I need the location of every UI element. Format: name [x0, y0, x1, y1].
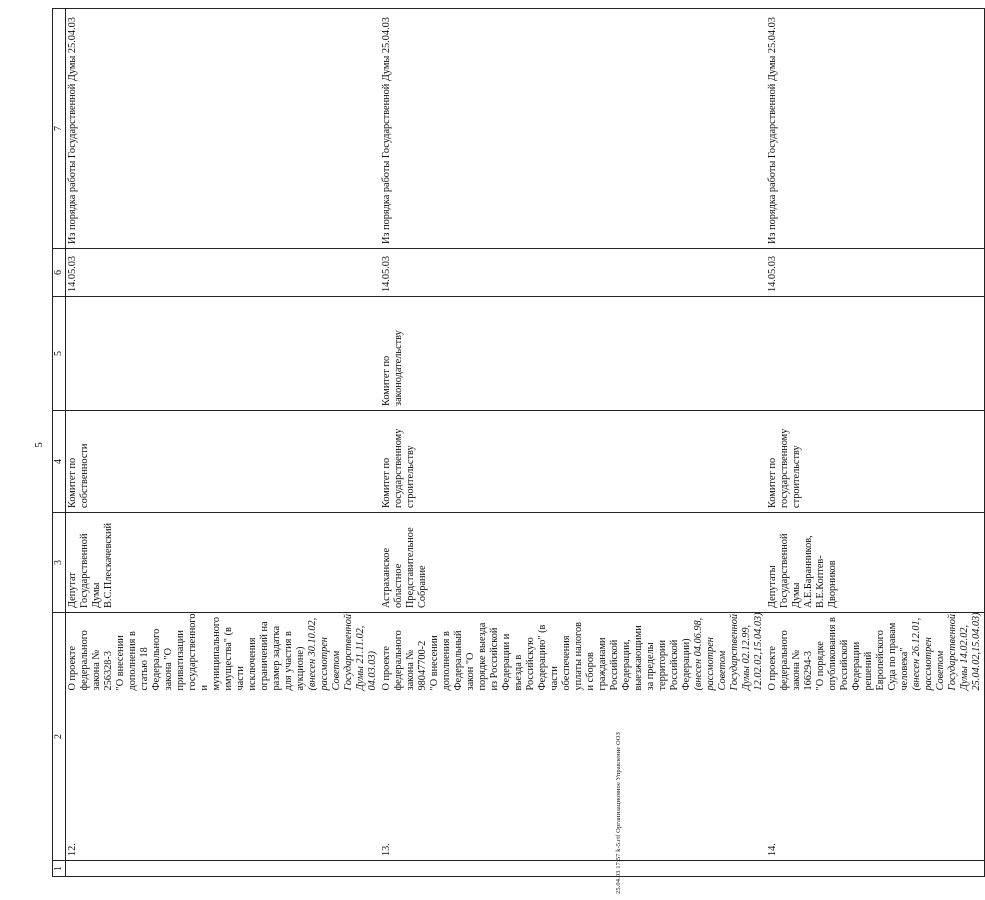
row-number: 14.: [766, 695, 985, 861]
table-row: [380, 9, 766, 877]
row-number: 13.: [380, 695, 766, 861]
column-header-2: 2: [53, 613, 66, 861]
basis: Из порядка работы Государственной Думы 25.04.03: [66, 9, 381, 249]
responsible-committee: Комитет по собственности: [66, 411, 381, 513]
row-blank-cell: [66, 861, 381, 877]
bill-title: О проекте федерального закона № 166294-3: [767, 630, 814, 691]
basis: Из порядка работы Государственной Думы 25.04.03: [380, 9, 766, 249]
co-executor: Комитет по законодательству: [380, 297, 766, 411]
date: 14.05.03: [766, 249, 985, 297]
bill-author: Депутат Государственной Думы В.С.Плескачевский: [66, 513, 381, 613]
bill-body: "О внесении дополнения в статью 18 Федерального закона "О приватизации государственного и муниципального имущества" (в части исключения ограничений на размер задатка для участия в аукционе): [115, 613, 306, 691]
bill-note: (внесен 26.12.01, рассмотрен Советом Государственной Думы 14.02.02, 25.04.02,15.04.03): [911, 612, 982, 691]
bill-description: [66, 613, 381, 695]
bill-body: "О внесении дополнения в Федеральный закон "О порядке выезда из Российской Федерации и въезда в Российскую Федерацию" (в части обеспечения уплаты налогов и сборов гражданами Российской Федерации, выезжающими за пределы территории Российской Федерации): [429, 621, 692, 691]
row-number: 12.: [66, 695, 381, 861]
table-row: [66, 9, 381, 877]
responsible-committee: Комитет по государственному строительству: [380, 411, 766, 513]
bill-note: (внесен 04.06.98, рассмотрен Советом Государственной Думы 02.12.99, 12.02.02,15.04.03): [693, 612, 764, 691]
date: 14.05.03: [380, 249, 766, 297]
table-header-row: [53, 9, 66, 877]
bill-author: Астраханское областное Представительное Собрание: [380, 513, 766, 613]
column-header-5: 5: [53, 297, 66, 411]
bill-title: О проекте федерального закона № 256328-3: [67, 630, 114, 691]
bill-title: О проекте федерального закона № 98047700-2: [381, 630, 428, 691]
bill-body: "О порядке опубликования в Российской Федерации решений Европейского Суда по правам человека": [815, 617, 910, 691]
bill-description: [380, 613, 766, 695]
footer-filename: 25.04.03 17:57 k-5.rtf Организационное Управление ООЗ: [615, 732, 622, 894]
column-header-1: 1: [53, 861, 66, 877]
basis: Из порядка работы Государственной Думы 25.04.03: [766, 9, 985, 249]
bill-note: (внесен 30.10.02, рассмотрен Советом Государственной Думы 21.11.02, 04.03.03): [307, 613, 378, 691]
bill-author: Депутаты Государственной Думы А.Е.Баранников, В.Е.Коптев-Дворников: [766, 513, 985, 613]
row-blank-cell: [380, 861, 766, 877]
column-header-7: 7: [53, 9, 66, 249]
page-number: 5: [33, 442, 45, 448]
responsible-committee: Комитет по государственному строительству: [766, 411, 985, 513]
column-header-6: 6: [53, 249, 66, 297]
table-row: [766, 9, 985, 877]
agenda-table: [52, 8, 985, 877]
column-header-3: 3: [53, 513, 66, 613]
row-blank-cell: [766, 861, 985, 877]
column-header-4: 4: [53, 411, 66, 513]
co-executor: [66, 297, 381, 411]
bill-description: [766, 613, 985, 695]
date: 14.05.03: [66, 249, 381, 297]
co-executor: [766, 297, 985, 411]
